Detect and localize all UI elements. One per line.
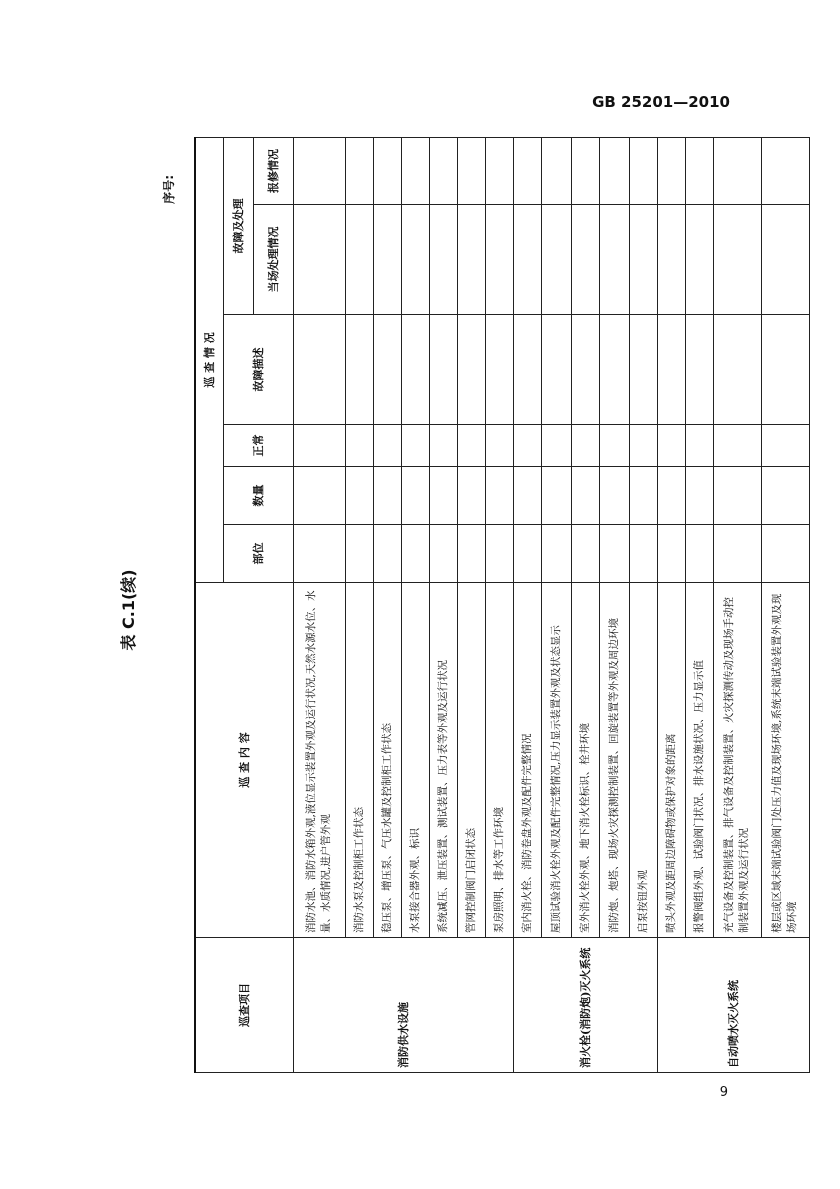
header-quantity: 数量: [223, 467, 293, 525]
table-row: [373, 138, 401, 1073]
table-row: [541, 138, 571, 1073]
header-fault-desc: 故障描述: [223, 315, 293, 425]
table-row: [513, 138, 541, 1073]
header-fault-handling: 故障及处理: [223, 138, 253, 315]
table-title: 表 C.1(续): [119, 569, 138, 651]
content-cell: 消防水池、消防水箱外观,液位显示装置外观及运行状况,天然水源水位、水量、水质情况,进户管外观: [293, 583, 345, 938]
content-cell: 喷头外观及距周边障碍物或保护对象的距离: [657, 583, 685, 938]
content-cell: 系统减压、泄压装置、测试装置、压力表等外观及运行状况: [429, 583, 457, 938]
content-cell: 报警阀组外观、试验阀门状况、排水设施状况、压力显示值: [685, 583, 713, 938]
content-cell: 消防炮、炮塔、现场火灾探测控制装置、回旋装置等外观及周边环境: [599, 583, 629, 938]
content-cell: 稳压泵、增压泵、气压水罐及控制柜工作状态: [373, 583, 401, 938]
group-name-water-supply: 消防供水设施: [293, 938, 513, 1073]
inspection-table: [194, 137, 810, 1073]
content-cell: 充气设备及控制装置、排气设备及控制装置、火灾探测传动及现场手动控制装置外观及运行状况: [713, 583, 761, 938]
table-row: [457, 138, 485, 1073]
content-cell: 楼层或区域末端试验阀门处压力值及现场环境,系统末端试验装置外观及现场环境: [761, 583, 809, 938]
content-cell: 室内消火栓、消防卷盘外观及配件完整情况: [513, 583, 541, 938]
group-name-hydrant: 消火栓(消防炮)灭火系统: [513, 938, 657, 1073]
table-row: [761, 138, 809, 1073]
content-cell: 屋顶试验消火栓外观及配件完整情况,压力显示装置外观及状态显示: [541, 583, 571, 938]
header-normal: 正常: [223, 425, 293, 467]
table-row: [345, 138, 373, 1073]
rotated-table-page: [72, 135, 798, 1085]
content-cell: 消防水泵及控制柜工作状态: [345, 583, 373, 938]
table-row: [685, 138, 713, 1073]
header-content: 巡 查 内 容: [195, 583, 293, 938]
header-location: 部位: [223, 525, 293, 583]
content-cell: 管网控制阀门启闭状态: [457, 583, 485, 938]
table-row: [571, 138, 599, 1073]
content-cell: 室外消火栓外观、地下消火栓标识、栓井环境: [571, 583, 599, 938]
table-row: [485, 138, 513, 1073]
serial-number-label: 序号:: [162, 175, 176, 204]
group-name-sprinkler: 自动喷水灭火系统: [657, 938, 809, 1073]
header-repair: 报修情况: [253, 138, 293, 205]
header-item: 巡查项目: [195, 938, 293, 1073]
table-row: [401, 138, 429, 1073]
table-row: [429, 138, 457, 1073]
content-cell: 泵房照明、排水等工作环境: [485, 583, 513, 938]
table-row: [713, 138, 761, 1073]
table-row: [293, 138, 345, 1073]
header-on-site: 当场处理情况: [253, 205, 293, 315]
content-cell: 水泵接合器外观、标识: [401, 583, 429, 938]
standard-number: GB 25201—2010: [592, 93, 730, 111]
table-row: [629, 138, 657, 1073]
table-row: [657, 138, 685, 1073]
table-row: [599, 138, 629, 1073]
header-situation: 巡 查 情 况: [195, 138, 223, 583]
page-number: 9: [719, 1085, 728, 1100]
content-cell: 启泵按钮外观: [629, 583, 657, 938]
